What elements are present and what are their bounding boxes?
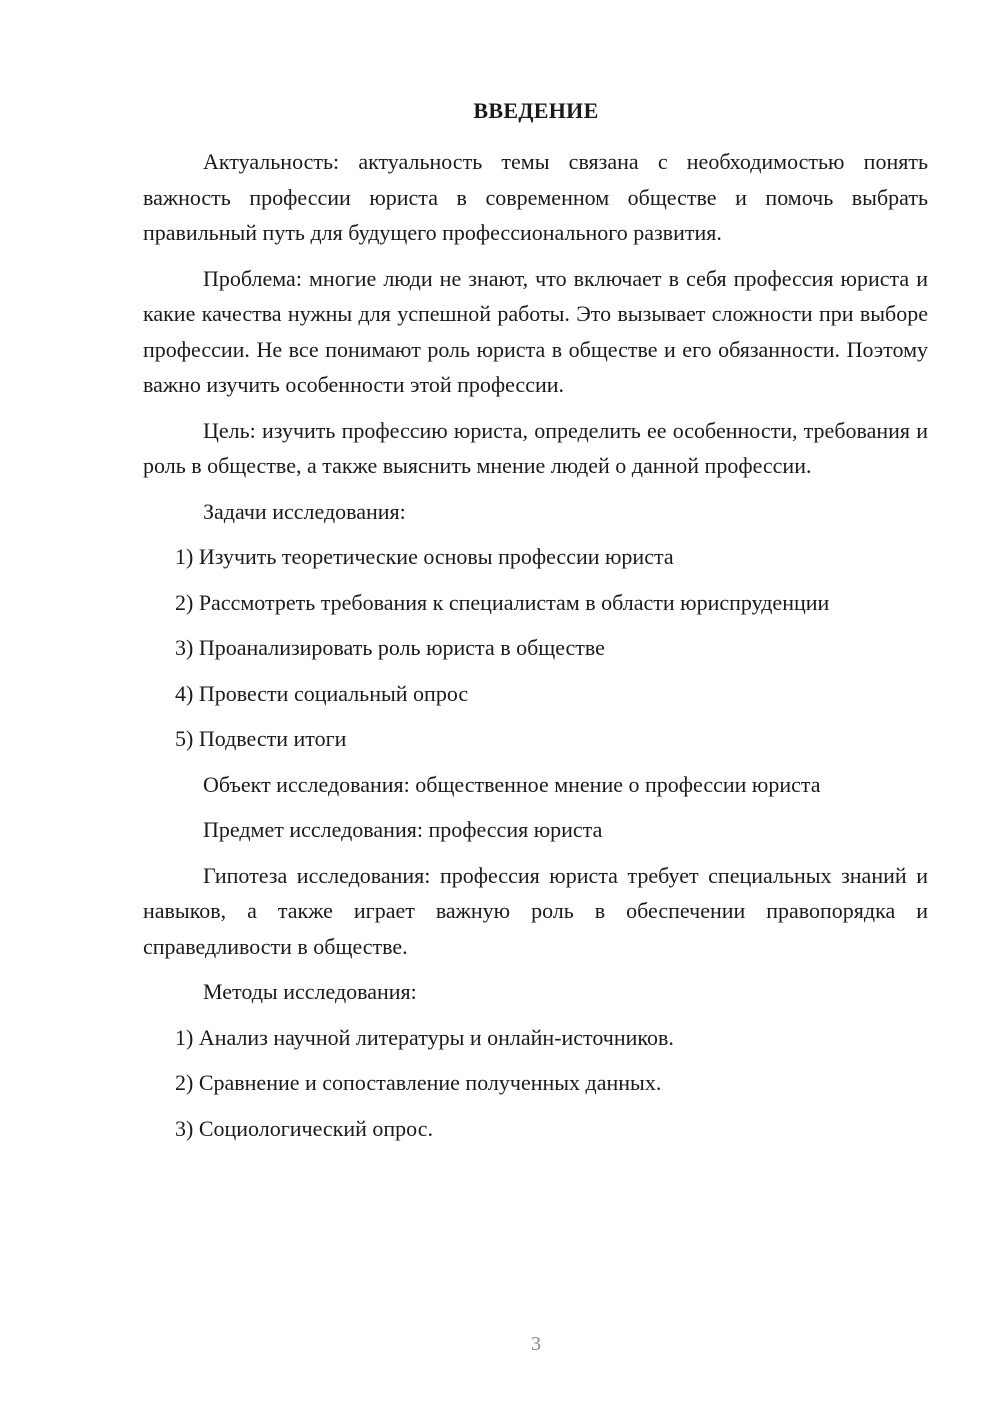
task-item: 3) Проанализировать роль юриста в обществе (175, 635, 605, 660)
task-item: 1) Изучить теоретические основы профессии юриста (175, 544, 674, 569)
section-heading: ВВЕДЕНИЕ (473, 98, 599, 123)
methods-title: Методы исследования: (203, 979, 417, 1004)
problem-paragraph: Проблема: многие люди не знают, что включает в себя профессия юриста и какие качества нужны для успешной работы. Это вызывает сложности при выборе профессии. Не все понимают роль юриста в обществе и его обязанности. Поэтому важно изучить особенности этой профессии. (143, 265, 928, 397)
section-body (143, 144, 928, 1156)
object-line: Объект исследования: общественное мнение о профессии юриста (203, 771, 821, 797)
task-item: 5) Подвести итоги (175, 726, 347, 751)
goal-paragraph: Цель: изучить профессию юриста, определить ее особенности, требования и роль в обществе, а также выяснить мнение людей о данной профессии. (143, 417, 928, 478)
methods-list (143, 1020, 928, 1147)
task-item: 4) Провести социальный опрос (175, 680, 469, 706)
tasks-list (143, 539, 928, 757)
task-item: 2) Рассмотреть требования к специалистам в области юриспруденции (175, 589, 830, 615)
page-number: 3 (531, 1333, 541, 1355)
subject-line: Предмет исследования: профессия юриста (203, 817, 603, 842)
relevance-paragraph: Актуальность: актуальность темы связана с необходимостью понять важность профессии юриста в современном обществе и помочь выбрать правильный путь для будущего профессионального развития. (143, 149, 928, 245)
method-item: 3) Социологический опрос. (175, 1115, 433, 1141)
method-item: 1) Анализ научной литературы и онлайн-источников. (175, 1024, 674, 1050)
tasks-title: Задачи исследования: (203, 498, 406, 524)
method-item: 2) Сравнение и сопоставление полученных данных. (175, 1070, 662, 1095)
hypothesis-paragraph: Гипотеза исследования: профессия юриста требует специальных знаний и навыков, а также играет важную роль в обеспечении правопорядка и справедливости в обществе. (143, 862, 928, 959)
